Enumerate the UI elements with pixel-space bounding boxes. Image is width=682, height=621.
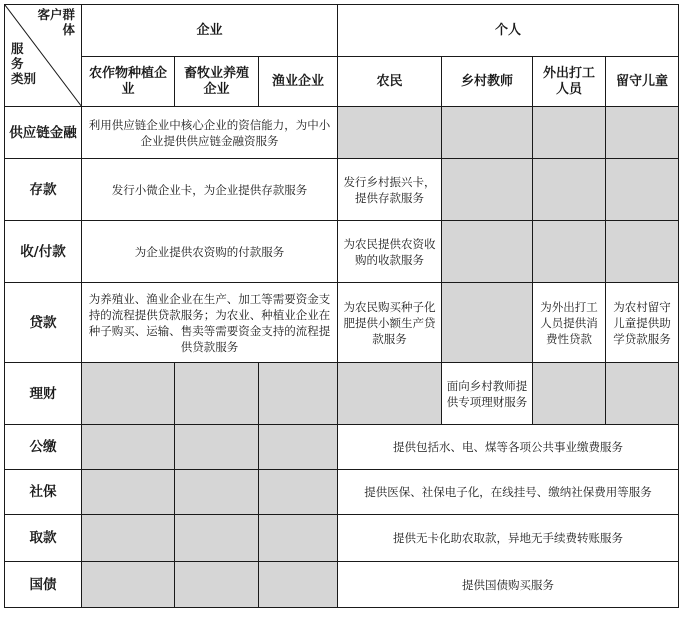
cell-social-security-individual: 提供医保、社保电子化，在线挂号、缴纳社保费用等服务 [338,470,679,515]
cell-withdrawal-individual: 提供无卡化助农取款，异地无手续费转账服务 [338,515,679,562]
cell-utilities-individual: 提供包括水、电、煤等各项公共事业缴费服务 [338,425,679,470]
empty-cell [442,107,533,159]
cell-loan-farmer: 为农民购买种子化肥提供小额生产贷款服务 [338,283,442,363]
empty-cell [259,425,338,470]
corner-customer-label: 客户群 体 [37,7,75,37]
column-header-farmer: 农民 [338,57,442,107]
row-payment [5,221,679,283]
empty-cell [82,470,175,515]
empty-cell [606,107,679,159]
row-utilities [5,425,679,470]
corner-header-cell [5,5,82,107]
header-row-groups [5,5,679,57]
empty-cell [82,562,175,608]
cell-payment-enterprise: 为企业提供农资购的付款服务 [82,221,338,283]
empty-cell [442,221,533,283]
row-wealth [5,363,679,425]
row-label-deposit: 存款 [5,159,82,221]
empty-cell [259,470,338,515]
empty-cell [175,425,259,470]
empty-cell [533,221,606,283]
column-header-children: 留守儿童 [606,57,679,107]
empty-cell [338,107,442,159]
empty-cell [533,159,606,221]
corner-service-label: 服 务 类别 [11,41,37,86]
cell-supply-chain-enterprise: 利用供应链企业中核心企业的资信能力，为中小企业提供供应链金融资服务 [82,107,338,159]
group-header-enterprise: 企业 [82,5,338,57]
row-withdrawal [5,515,679,562]
empty-cell [175,562,259,608]
empty-cell [82,425,175,470]
cell-loan-enterprise: 为养殖业、渔业企业在生产、加工等需要资金支持的流程提供贷款服务；为农业、种植业企业在种子购买、运输、售卖等需要资金支持的流程提供贷款服务 [82,283,338,363]
empty-cell [259,363,338,425]
column-header-migrant: 外出打工人员 [533,57,606,107]
empty-cell [259,515,338,562]
row-deposit [5,159,679,221]
empty-cell [259,562,338,608]
group-header-individual: 个人 [338,5,679,57]
row-social-security [5,470,679,515]
empty-cell [442,159,533,221]
empty-cell [82,515,175,562]
empty-cell [606,159,679,221]
cell-deposit-enterprise: 发行小微企业卡，为企业提供存款服务 [82,159,338,221]
column-header-fishery: 渔业企业 [259,57,338,107]
row-bonds [5,562,679,608]
empty-cell [175,515,259,562]
empty-cell [82,363,175,425]
cell-wealth-teacher: 面向乡村教师提供专项理财服务 [442,363,533,425]
empty-cell [533,107,606,159]
column-header-livestock: 畜牧业养殖企业 [175,57,259,107]
row-loan [5,283,679,363]
empty-cell [606,363,679,425]
row-label-utilities: 公缴 [5,425,82,470]
empty-cell [533,363,606,425]
cell-bonds-individual: 提供国债购买服务 [338,562,679,608]
row-label-payment: 收/付款 [5,221,82,283]
row-label-bonds: 国债 [5,562,82,608]
cell-payment-farmer: 为农民提供农资收购的收款服务 [338,221,442,283]
empty-cell [606,221,679,283]
row-label-withdrawal: 取款 [5,515,82,562]
cell-loan-migrant: 为外出打工人员提供消费性贷款 [533,283,606,363]
row-label-loan: 贷款 [5,283,82,363]
column-header-teacher: 乡村教师 [442,57,533,107]
empty-cell [338,363,442,425]
empty-cell [175,363,259,425]
cell-deposit-farmer: 发行乡村振兴卡，提供存款服务 [338,159,442,221]
row-label-social-security: 社保 [5,470,82,515]
empty-cell [442,283,533,363]
row-label-wealth: 理财 [5,363,82,425]
service-matrix-table [4,4,679,608]
column-header-crop: 农作物种植企业 [82,57,175,107]
empty-cell [175,470,259,515]
row-supply-chain [5,107,679,159]
row-label-supply-chain: 供应链金融 [5,107,82,159]
cell-loan-children: 为农村留守儿童提供助学贷款服务 [606,283,679,363]
header-row-columns [5,57,679,107]
